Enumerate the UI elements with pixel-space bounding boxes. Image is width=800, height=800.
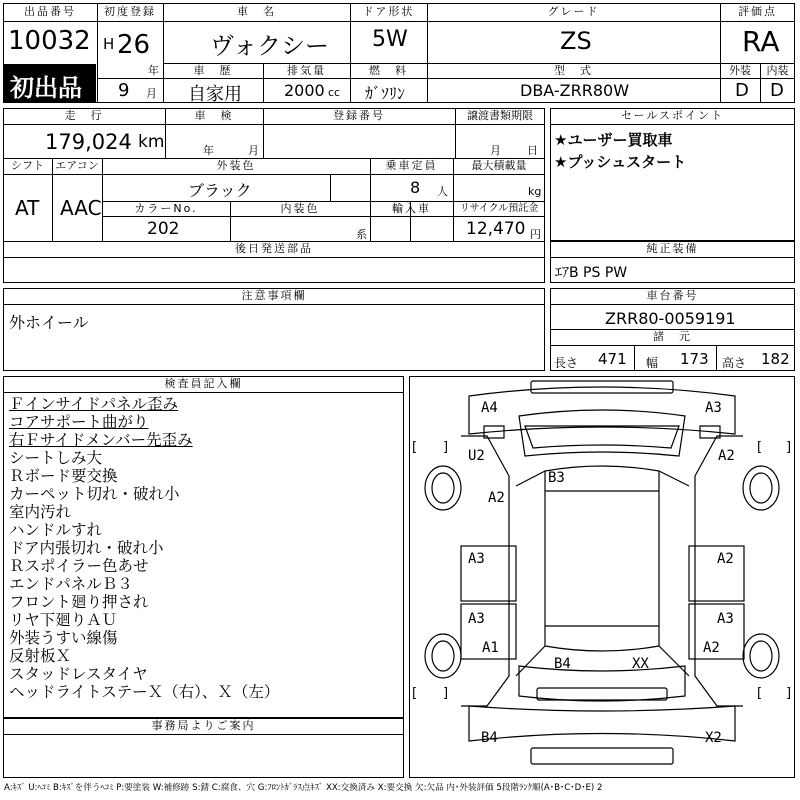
damage-mark: A2: [488, 490, 505, 506]
damage-mark: XX: [632, 656, 649, 672]
inspector-note-line: リヤ下廻りＡＵ: [9, 611, 118, 629]
inspector-note-line: コアサポート曲がり: [9, 413, 149, 431]
history-label: 車 歴: [193, 64, 233, 77]
year-unit: 年: [148, 64, 159, 77]
height: 182: [761, 350, 790, 368]
transfer-month-unit: 月: [490, 144, 501, 157]
inspector-note-line: フロント廻り押され: [9, 593, 149, 611]
width: 173: [680, 350, 709, 368]
score: RA: [742, 25, 780, 58]
color-number-label: カラーNo.: [134, 202, 198, 215]
displacement: 2000: [284, 81, 325, 100]
shift-label: シフト: [11, 159, 44, 172]
damage-mark: A3: [468, 551, 485, 567]
damage-mark: B3: [548, 470, 565, 486]
damage-mark: A2: [703, 640, 720, 656]
office-label: 事務局よりご案内: [151, 719, 256, 732]
damage-mark: A3: [717, 611, 734, 627]
exterior-grade: D: [735, 80, 749, 101]
chassis-label: 車台番号: [646, 289, 699, 302]
bracket-mark: ]: [786, 440, 792, 455]
inspector-note-line: ヘッドライトステーＸ（右）、Ｘ（左）: [9, 683, 280, 701]
exterior-color-label: 外装色: [216, 159, 256, 172]
shift: AT: [15, 196, 40, 220]
model-label: 型 式: [554, 64, 593, 77]
car-name: ヴォクシー: [210, 32, 330, 60]
inspector-note-line: 外装うすい線傷: [9, 629, 118, 647]
lot-number: 10032: [8, 26, 91, 56]
exterior-label: 外装: [729, 64, 751, 77]
length: 471: [598, 350, 627, 368]
damage-mark: A4: [481, 400, 498, 416]
registration-month: 9: [118, 80, 130, 101]
first-registration-label: 初度登録: [104, 5, 156, 18]
inspector-note-line: 右Ｆサイドメンバー先歪み: [9, 431, 193, 449]
damage-mark: B4: [554, 656, 571, 672]
inspector-note-line: 反射板Ｘ: [9, 647, 72, 665]
inspector-note-line: 室内汚れ: [9, 503, 72, 521]
model: DBA-ZRR80W: [520, 81, 630, 100]
inspector-note-line: シートしみ大: [9, 449, 103, 467]
capacity: 8: [410, 178, 421, 197]
inspector-label: 検査員記入欄: [164, 377, 243, 390]
fuel-label: 燃 料: [369, 64, 408, 77]
equipment-value: ｴｱB PS PW: [555, 265, 628, 281]
interior-unit: 系: [356, 228, 367, 241]
bracket-mark: [: [412, 686, 418, 701]
mileage: 179,024: [45, 130, 132, 154]
chassis-number: ZRR80-0059191: [605, 309, 736, 328]
exterior-color: ブラック: [188, 181, 252, 200]
spec-label: 諸 元: [653, 330, 692, 343]
cc-unit: cc: [328, 86, 341, 99]
sales-points-section: [550, 108, 795, 241]
damage-mark: A2: [718, 448, 735, 464]
bracket-mark: ]: [443, 686, 449, 701]
car-diagram: [409, 376, 795, 778]
width-label: 幅: [646, 356, 659, 370]
displacement-label: 排気量: [287, 64, 326, 77]
lot-number-label: 出品番号: [24, 5, 76, 18]
interior-color-label: 内装色: [280, 202, 320, 215]
month-unit: 月: [146, 87, 157, 100]
score-label: 評価点: [738, 5, 777, 18]
interior-grade: D: [770, 80, 784, 101]
ac: AAC: [60, 196, 102, 220]
fuel: ｶﾞｿﾘﾝ: [365, 84, 406, 103]
bracket-mark: [: [757, 440, 763, 455]
damage-mark: A2: [717, 551, 734, 567]
recycle-fee: 12,470: [466, 219, 526, 239]
damage-mark: U2: [468, 448, 485, 464]
inspector-note-line: Ｒスポイラー色あせ: [9, 557, 149, 575]
bracket-mark: [: [757, 686, 763, 701]
height-label: 高さ: [722, 356, 747, 370]
caution-value: 外ホイール: [9, 313, 89, 332]
sales-point-2: ★プッシュスタート: [554, 153, 687, 171]
sales-point-1: ★ユーザー買取車: [554, 131, 673, 149]
plate-label: 登録番号: [333, 109, 385, 122]
history: 自家用: [188, 84, 242, 105]
grade-label: グレード: [547, 5, 600, 18]
footer-legend: A:ｷｽﾞ U:ﾍｺﾐ B:ｷｽﾞを伴うﾍｺﾐ P:要塗装 W:補修跡 S:錆 C:腐食、穴 G:ﾌﾛﾝﾄｶﾞﾗｽ点ｷｽﾞ XX:交換済み X:要交換 欠:欠品 内･外装評価 5段階ﾗﾝｸ順(A･B･C･D･E) 2: [4, 783, 603, 793]
inspector-note-line: Ｆインサイドパネル歪み: [9, 395, 179, 413]
caution-label: 注意事項欄: [241, 289, 307, 302]
max-load-label: 最大積載量: [471, 159, 527, 172]
inspector-note-line: エンドパネルＢ３: [9, 575, 133, 593]
inspector-note-line: カーペット切れ・破れ小: [9, 485, 180, 503]
first-listing-text: 初出品: [10, 74, 82, 102]
transfer-day-unit: 日: [527, 144, 538, 157]
km-unit: km: [138, 132, 165, 152]
later-parts-label: 後日発送部品: [235, 242, 313, 255]
car-name-label: 車 名: [237, 5, 276, 18]
damage-mark: X2: [705, 730, 722, 746]
length-label: 長さ: [554, 356, 579, 370]
inspector-note-line: Ｒボード要交換: [9, 467, 118, 485]
ac-label: エアコン: [55, 159, 99, 172]
bracket-mark: ]: [786, 686, 792, 701]
damage-mark: A1: [482, 640, 499, 656]
kg-unit: kg: [528, 185, 542, 198]
equipment-label: 純正装備: [646, 242, 699, 255]
inspector-note-line: スタッドレスタイヤ: [9, 665, 148, 683]
bracket-mark: ]: [443, 440, 449, 455]
bracket-mark: [: [412, 440, 418, 455]
inspector-note-line: ドア内張切れ・破れ小: [9, 539, 164, 557]
inspection-month-unit: 月: [248, 144, 259, 157]
recycle-fee-label: リサイクル預託金: [459, 203, 539, 214]
color-number: 202: [147, 219, 180, 239]
capacity-label: 乗車定員: [385, 159, 438, 172]
era-letter: H: [103, 35, 115, 53]
sales-points-label: セールスポイント: [620, 109, 724, 122]
door-type-label: ドア形状: [362, 5, 415, 18]
grade: ZS: [560, 27, 592, 55]
import-label: 輸入車: [392, 202, 431, 215]
inspector-notes-list: [9, 395, 399, 701]
mileage-label: 走 行: [64, 109, 104, 122]
damage-mark: B4: [481, 730, 498, 746]
person-unit: 人: [437, 185, 448, 198]
inspection-year-unit: 年: [203, 144, 214, 157]
door-type: 5W: [372, 27, 408, 52]
interior-label: 内装: [766, 64, 789, 77]
inspection-label: 車 検: [194, 109, 234, 122]
damage-mark: A3: [468, 611, 485, 627]
registration-year: 26: [117, 30, 151, 60]
damage-mark: A3: [705, 400, 722, 416]
yen-unit: 円: [530, 228, 541, 241]
transfer-deadline-label: 譲渡書類期限: [467, 109, 533, 122]
inspector-note-line: ハンドルすれ: [9, 521, 103, 539]
